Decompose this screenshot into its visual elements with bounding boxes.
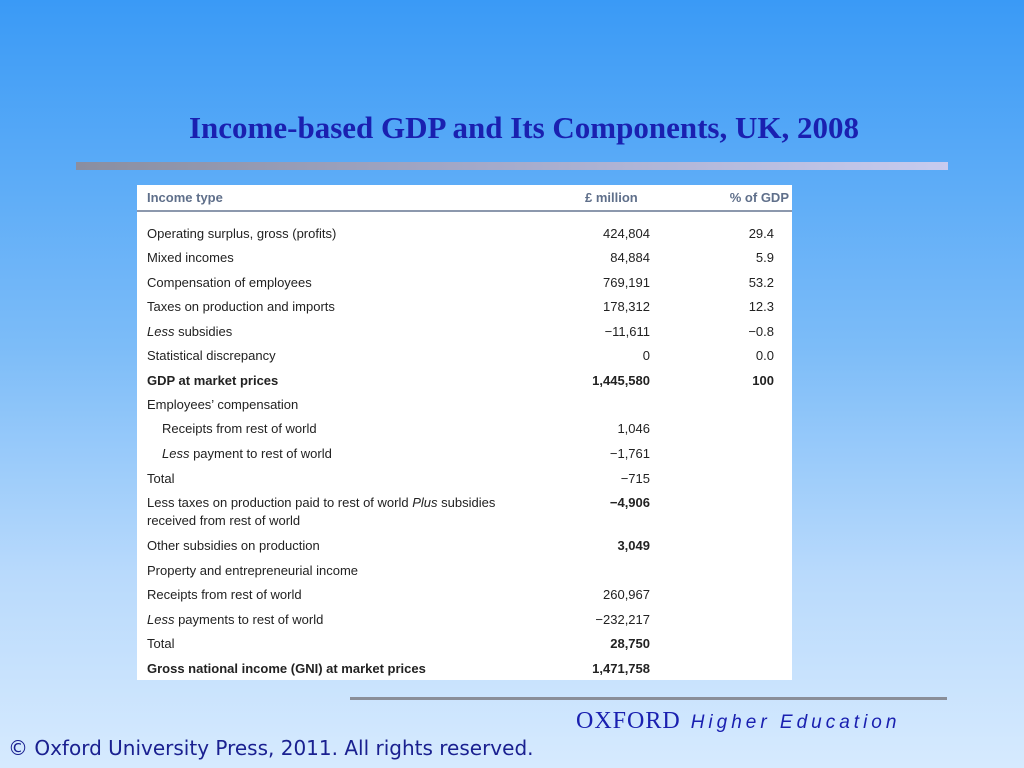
row-pct: −0.8	[748, 324, 774, 339]
row-label: Receipts from rest of world	[147, 587, 302, 602]
row-label: Operating surplus, gross (profits)	[147, 226, 337, 241]
row-label-rest: subsidies received from rest of world	[147, 495, 496, 528]
row-label: Other subsidies on production	[147, 538, 320, 553]
row-label: Compensation of employees	[147, 275, 312, 290]
table-header	[137, 185, 792, 212]
row-label: Total	[147, 471, 175, 486]
row-pct: 100	[752, 373, 774, 388]
row-label: GDP at market prices	[147, 373, 279, 388]
row-pct: 5.9	[755, 250, 774, 265]
row-label: Statistical discrepancy	[147, 348, 276, 363]
row-value: −1,761	[609, 446, 650, 461]
row-label: Total	[147, 636, 175, 651]
row-label	[162, 445, 522, 463]
row-value: −232,217	[595, 612, 650, 627]
brand-subtitle: Higher Education	[690, 712, 901, 733]
footer-divider	[350, 697, 947, 700]
row-label-text: subsidies	[174, 324, 233, 339]
header-million: £ million	[585, 190, 638, 205]
row-label-italic: Less	[162, 446, 190, 461]
row-label-italic: Plus	[412, 495, 438, 510]
row-label-text: Less taxes on production paid to rest of world	[147, 495, 413, 510]
title-divider	[76, 162, 948, 170]
row-pct: 0.0	[755, 348, 774, 363]
row-value: 1,471,758	[592, 661, 650, 676]
row-value: 84,884	[610, 250, 650, 265]
oxford-logo	[576, 708, 900, 738]
header-income-type: Income type	[147, 190, 223, 205]
row-label: Mixed incomes	[147, 250, 234, 265]
brand-oxford: OXFORD	[576, 708, 681, 734]
row-label-text: payment to rest of world	[189, 446, 332, 461]
row-value: 1,046	[617, 421, 650, 436]
row-pct: 12.3	[748, 299, 774, 314]
header-pct-gdp: % of GDP	[729, 190, 789, 205]
row-value: 260,967	[603, 587, 650, 602]
row-value: 1,445,580	[592, 373, 650, 388]
row-label-italic: Less	[147, 612, 175, 627]
row-label: Employees’ compensation	[147, 397, 299, 412]
row-label: Gross national income (GNI) at market prices	[147, 661, 426, 676]
row-value: 28,750	[610, 636, 650, 651]
row-pct: 29.4	[748, 226, 774, 241]
row-value: 178,312	[603, 299, 650, 314]
row-label: Receipts from rest of world	[162, 421, 317, 436]
row-value: 769,191	[603, 275, 650, 290]
row-value: 424,804	[603, 226, 650, 241]
row-label: Property and entrepreneurial income	[147, 563, 359, 578]
row-value: 0	[642, 348, 650, 363]
row-value: 3,049	[617, 538, 650, 553]
row-label-text: payments to rest of world	[174, 612, 324, 627]
row-label-italic: Less	[147, 324, 175, 339]
row-value: −715	[620, 471, 650, 486]
row-label	[147, 323, 507, 341]
row-value: −11,611	[604, 324, 650, 339]
row-label	[147, 494, 507, 530]
row-value: −4,906	[609, 495, 650, 510]
slide-title: Income-based GDP and Its Components, UK, 2008	[188, 110, 859, 145]
row-pct: 53.2	[748, 275, 774, 290]
row-label: Taxes on production and imports	[147, 299, 335, 314]
copyright-notice: © Oxford University Press, 2011. All rights reserved.	[8, 736, 534, 760]
row-label	[147, 611, 507, 629]
gdp-table	[137, 185, 792, 680]
